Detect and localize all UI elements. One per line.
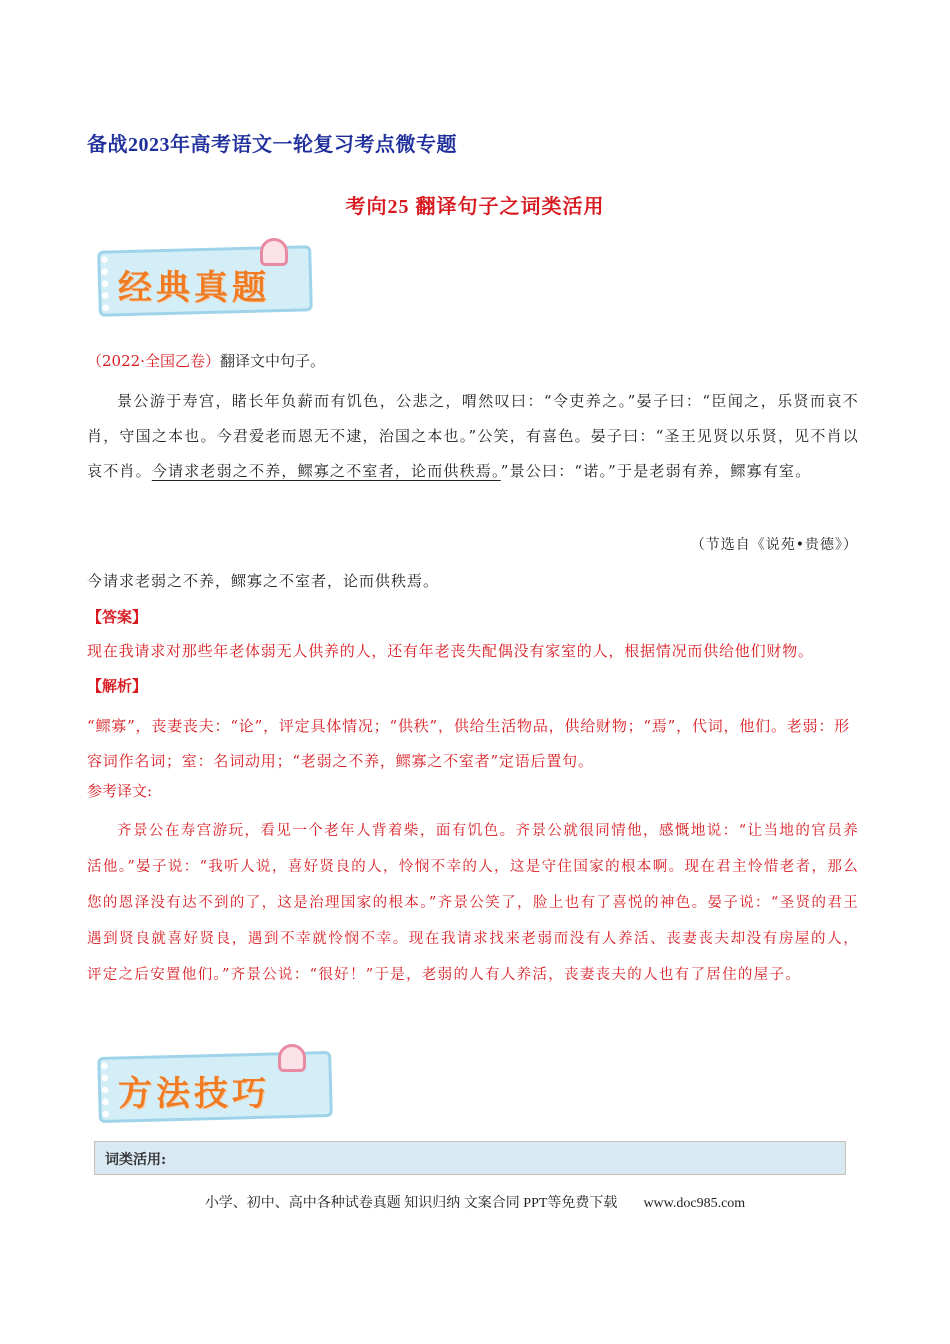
classic-questions-banner [92,238,312,312]
method-box [94,1141,846,1175]
analysis-label: 【解析】 [87,677,148,695]
reference-translation: 齐景公在寿宫游玩，看见一个老年人背着柴，面有饥色。齐景公就很同情他，感慨地说：“让当地的官员养活他。”晏子说：“我听人说，喜好贤良的人，怜悯不幸的人，这是守住国家的根本啊。现在君主怜惜老者，那么您的恩泽没有达不到的了，这是治理国家的根本。”齐景公笑了，脸上也有了喜悦的神色。晏子说：“圣贤的君王遇到贤良就喜好贤良，遇到不幸就怜悯不幸。现在我请求找来老弱而没有人养活、丧妻丧夫却没有房屋的人，评定之后安置他们。”齐景公说：“很好！”于是，老弱的人有人养活，丧妻丧夫的人也有了居住的屋子。 [87,823,859,983]
answer-text: 现在我请求对那些年老体弱无人供养的人，还有年老丧失配偶没有家室的人，根据情况而供给他们财物。 [87,642,814,660]
paperclip-icon [278,1044,306,1072]
question-instruction: 翻译文中句子。 [219,352,325,370]
banner-label: 方法技巧 [118,1074,270,1114]
underlined-sentence: 今请求老弱之不养，鳏寡之不室者，论而供秩焉。 [151,462,501,480]
footer [0,1192,950,1212]
answer-label: 【答案】 [87,608,148,626]
question-source [87,350,325,371]
series-title: 备战2023年高考语文一轮复习考点微专题 [87,134,457,156]
reference-label: 参考译文: [87,782,153,800]
footer-text: 小学、初中、高中各种试卷真题 知识归纳 文案合同 PPT等免费下载 [204,1196,618,1211]
classical-passage [87,384,859,489]
passage-citation: （节选自《说苑•贵德》） [690,537,858,553]
method-box-label: 词类活用: [105,1152,167,1168]
source-tag: （2022·全国乙卷） [87,352,220,370]
passage-text-end: ”景公曰：“诺。”于是老弱有养，鳏寡有室。 [500,462,812,480]
page-title: 考向25 翻译句子之词类活用 [345,196,605,218]
method-tips-banner [92,1044,332,1118]
footer-link[interactable]: www.doc985.com [643,1196,746,1211]
passage-text: 景公游于寿宫，睹长年负薪而有饥色，公悲之，喟然叹曰：“令吏养之。”晏子曰：“臣闻之，乐贤而哀不肖，守国之本也。今君爱老而恩无不逮，治国之本也。”公笑，有喜色。晏子曰：“圣王见贤以乐贤，见不肖以哀不肖。 [87,392,859,480]
target-sentence: 今请求老弱之不养，鳏寡之不室者，论而供秩焉。 [87,572,440,590]
analysis-text: “鳏寡”，丧妻丧夫：“论”，评定具体情况；“供秩”，供给生活物品，供给财物；“焉”，代词，他们。老弱：形容词作名词；室：名词动用；“老弱之不养，鳏寡之不室者”定语后置句。 [87,717,850,770]
banner-label: 经典真题 [118,268,270,308]
